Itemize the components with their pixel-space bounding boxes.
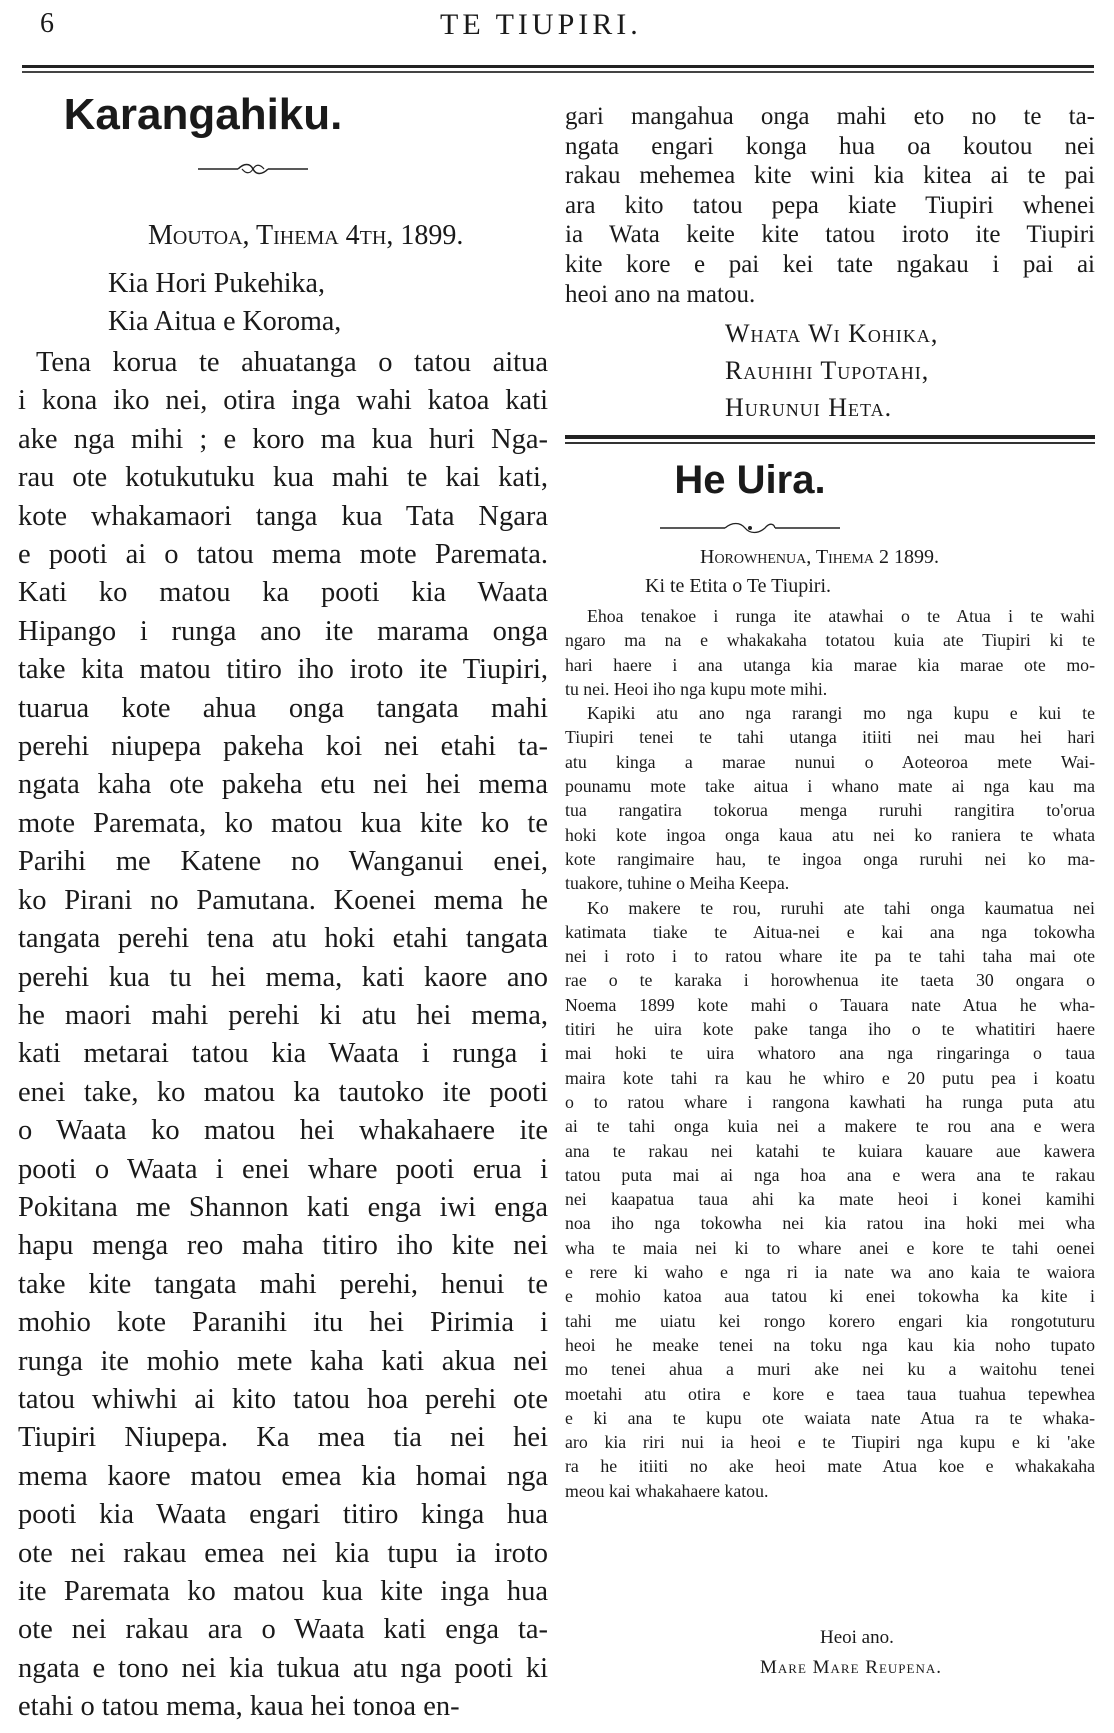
text-line: Tiupiri tenei te tahi utanga itiiti nei mau hei hari (565, 727, 1095, 748)
text-line: ngata e tono nei kia tukua atu nga pooti ki (18, 1652, 548, 1684)
left-dateline: Moutoa, Tihema 4th, 1899. (148, 220, 464, 251)
text-line: ote nei rakau emea nei kia tupu ia iroto (18, 1537, 548, 1569)
ornament-divider-2 (660, 521, 840, 535)
text-line: atu kinga a marae nunui o Aoteoroa mete Wai- (565, 751, 1095, 772)
text-line: maira kote tahi ra kau he whiro e 20 putu pea i koatu (565, 1067, 1095, 1088)
text-line: o to ratou whare i rangona kawhati ha runga puta atu (565, 1091, 1095, 1112)
signer-name: Mare Mare Reupena. (760, 1657, 942, 1678)
text-line: ote nei rakau ara o Waata kati enga ta- (18, 1614, 548, 1646)
text-line: ngaro ma na e whakakaha totatou kuia ate Tiupiri ki te (565, 630, 1095, 651)
text-line: kite kore e pai kei tate ngakau i pai ai (565, 250, 1095, 278)
text-line: kote whakamaori tanga kua Tata Ngara (18, 500, 548, 532)
text-line: ko Pirani no Pamutana. Koenei mema he (18, 884, 548, 916)
text-line: noa iho nga tokowha nei kia ratou ina hoki mei wha (565, 1213, 1095, 1234)
section-rule-thin (565, 442, 1095, 444)
text-line: etahi o tatou mema, kaua hei tonoa en- (18, 1691, 460, 1723)
text-line: tahi me uiatu kei rongo korero engari kia rongotuturu (565, 1310, 1095, 1331)
signature-2: Rauhihi Tupotahi, (725, 356, 930, 385)
text-line: nei i roto i to ratou whare ite pa te tahi taha mai ote (565, 946, 1095, 967)
text-line: meou kai whakahaere katou. (565, 1480, 769, 1501)
text-line: Kati ko matou ka pooti kia Waata (18, 577, 548, 609)
text-line: ana te rakau nei katahi te kuiara kauare aue kawera (565, 1140, 1095, 1161)
paragraph (565, 896, 1095, 1503)
paragraph (565, 604, 1095, 701)
salutation-line-1: Kia Hori Pukehika, (108, 268, 325, 299)
paragraph (565, 701, 1095, 895)
text-line: ia Wata keite kite tatou iroto ite Tiupiri (565, 221, 1095, 249)
left-headline: Karangahiku. (63, 90, 343, 139)
right-dateline: Horowhenua, Tihema 2 1899. (700, 546, 939, 568)
text-line: tua rangatira tokorua menga ruruhi rangitira to'orua (565, 800, 1095, 821)
text-line: Noema 1899 kote mahi o Tauara nate Atua he wha- (565, 994, 1095, 1015)
text-line: pooti o Waata i enei whare pooti erua i (18, 1153, 548, 1185)
text-line: katimata tiake te Aitua-nei e kai ana nga tokowha (565, 921, 1095, 942)
text-line: Pokitana me Shannon kati enga iwi enga (18, 1191, 548, 1223)
text-line: gari mangahua onga mahi eto no te ta- (565, 103, 1095, 130)
text-line: Tiupiri Niupepa. Ka mea tia nei hei (18, 1422, 548, 1454)
text-line: ite Paremata ko matou kua kite inga hua (18, 1576, 548, 1607)
text-line: pooti kia Waata engari titiro kinga hua (18, 1499, 548, 1531)
text-line: hapu menga reo maha titiro iho kite nei (18, 1230, 548, 1262)
text-line: Kapiki atu ano nga rarangi mo nga kupu e kui te (587, 703, 1095, 724)
text-line: mote Paremata, ko matou kua kite ko te (18, 807, 548, 839)
text-line: runga ite mohio mete kaha kati akua nei (18, 1345, 548, 1377)
text-line: mai hoki te uira whatoro ana nga ringaringa o taua (565, 1043, 1095, 1064)
text-line: mema kaore matou emea kia homai nga (18, 1460, 548, 1492)
text-line: heoi ano na matou. (565, 280, 756, 308)
signature-1: Whata Wi Kohika, (725, 319, 939, 348)
text-line: perehi kua tu hei mema, kati kaore ano (18, 961, 548, 993)
text-line: e ki ana te kupu ote waiata nate Atua ra te whaka- (565, 1407, 1095, 1428)
signature-3: Hurunui Heta. (725, 393, 893, 422)
text-line: ngata engari konga hua oa koutou nei (565, 132, 1095, 160)
header-rule (22, 65, 1094, 68)
text-line: e mohio katoa aua tatou ki enei tokowha ka kite i (565, 1286, 1095, 1307)
text-line: o Waata ko matou hei whakahaere ite (18, 1115, 548, 1147)
page-number: 6 (40, 8, 54, 39)
text-line: Parihi me Katene no Wanganui enei, (18, 846, 548, 878)
text-line: Ehoa tenakoe i runga ite atawhai o te Atua i te wahi (587, 606, 1095, 626)
text-line: Hipango i runga ano ite marama onga (18, 615, 548, 647)
text-line: rau ote kotukutuku kua mahi te kai kati, (18, 462, 548, 494)
text-line: perehi niupepa pakeha koi nei etahi ta- (18, 731, 548, 763)
text-line: Ko makere te rou, ruruhi ate tahi onga kaumatua nei (587, 897, 1095, 918)
right-column (565, 102, 1095, 1722)
text-line: titiri he uira kote pake tanga iho o te whatitiri haere (565, 1019, 1095, 1040)
text-line: rakau mehemea kite wini kia kitea ai te pai (565, 162, 1095, 190)
right-headline: He Uira. (674, 458, 826, 502)
text-line: hoki kote ingoa onga kaua atu nei ko raniera te whata (565, 824, 1095, 845)
text-line: take kita matou titiro iho iroto ite Tiupiri, (18, 654, 548, 686)
salutation-line-2: Kia Aitua e Koroma, (108, 306, 342, 337)
text-line: tatou whiwhi ai kito tatou hoa perehi ote (18, 1383, 548, 1415)
text-line: heoi he meake tenei na toku nga kau kia noho tupato (565, 1334, 1095, 1355)
text-line: hari haere i ana utanga kia marae kia marae ote mo- (565, 654, 1095, 675)
text-line: mo tenei ahua a muri ake nei ku a waitohu tenei (565, 1359, 1095, 1380)
text-line: ake nga mihi ; e koro ma kua huri Nga- (18, 423, 548, 455)
text-line: ai te tahi onga kuia nei a makere te rou ana e wera (565, 1116, 1095, 1137)
text-line: pounamu mote take aitua i whano mate ai nga kau ma (565, 776, 1095, 797)
right-article-body (565, 604, 1095, 1503)
text-line: he maori mahi perehi ki atu hei mema, (18, 999, 548, 1031)
text-line: tu nei. Heoi iho nga kupu mote mihi. (565, 678, 828, 699)
text-line: tuakore, tuhine o Meiha Keepa. (565, 873, 790, 894)
text-line: tuarua kote ahua onga tangata mahi (18, 692, 548, 724)
signoff: Heoi ano. (820, 1627, 894, 1648)
text-line: nei kaapatua taua ahi ka mate heoi i konei kamihi (565, 1189, 1095, 1210)
left-column (18, 90, 548, 1723)
text-line: ngata kaha ote pakeha etu nei hei mema (18, 769, 548, 801)
editor-address: Ki te Etita o Te Tiupiri. (645, 575, 832, 597)
text-line: wha te maia nei ki to whare anei e kore te tahi oenei (565, 1237, 1095, 1258)
ornament-divider (198, 162, 308, 176)
text-line: ara kito tatou pepa kiate Tiupiri whenei (565, 191, 1095, 219)
text-line: Tena korua te ahuatanga o tatou aitua (36, 347, 548, 378)
text-line: kote rangimaire hau, te ingoa onga ruruhi nei ko ma- (565, 848, 1095, 869)
text-line: tangata perehi tena atu hoki etahi tangata (18, 923, 548, 955)
text-line: enei take, ko matou ka tautoko ite pooti (18, 1076, 548, 1108)
text-line: take kite tangata mahi perehi, henui te (18, 1268, 548, 1300)
text-line: tatou puta mai ai nga hoa ana e wera ana te rakau (565, 1164, 1095, 1185)
text-line: aro kia riri nui ia heoi e te Tiupiri nga kupu e ki 'ake (565, 1432, 1095, 1453)
text-line: i kona iko nei, otira inga wahi katoa kati (18, 385, 548, 417)
text-line: rae o te karaka i horowhenua ite taeta 30 ongara o (565, 970, 1095, 991)
header-rule-thin (22, 71, 1094, 73)
text-line: moetahi atu otira e kore e taea taua tuahua tepewhea (565, 1383, 1095, 1404)
section-rule (565, 435, 1095, 439)
text-line: e rere ki waho e nga ri ia nate wa ano kaia te waiora (565, 1262, 1095, 1283)
continuation-body (565, 102, 1095, 309)
text-line: e pooti ai o tatou mema mote Paremata. (18, 539, 548, 571)
text-line: kati metarai tatou kia Waata i runga i (18, 1038, 548, 1070)
text-line: ra he itiiti no ake heoi mate Atua koe e whakakaha (565, 1456, 1095, 1477)
paper-title: TE TIUPIRI. (440, 8, 642, 41)
text-line: mohio kote Paranihi itu hei Pirimia i (18, 1307, 548, 1339)
left-article-body (18, 344, 548, 1727)
